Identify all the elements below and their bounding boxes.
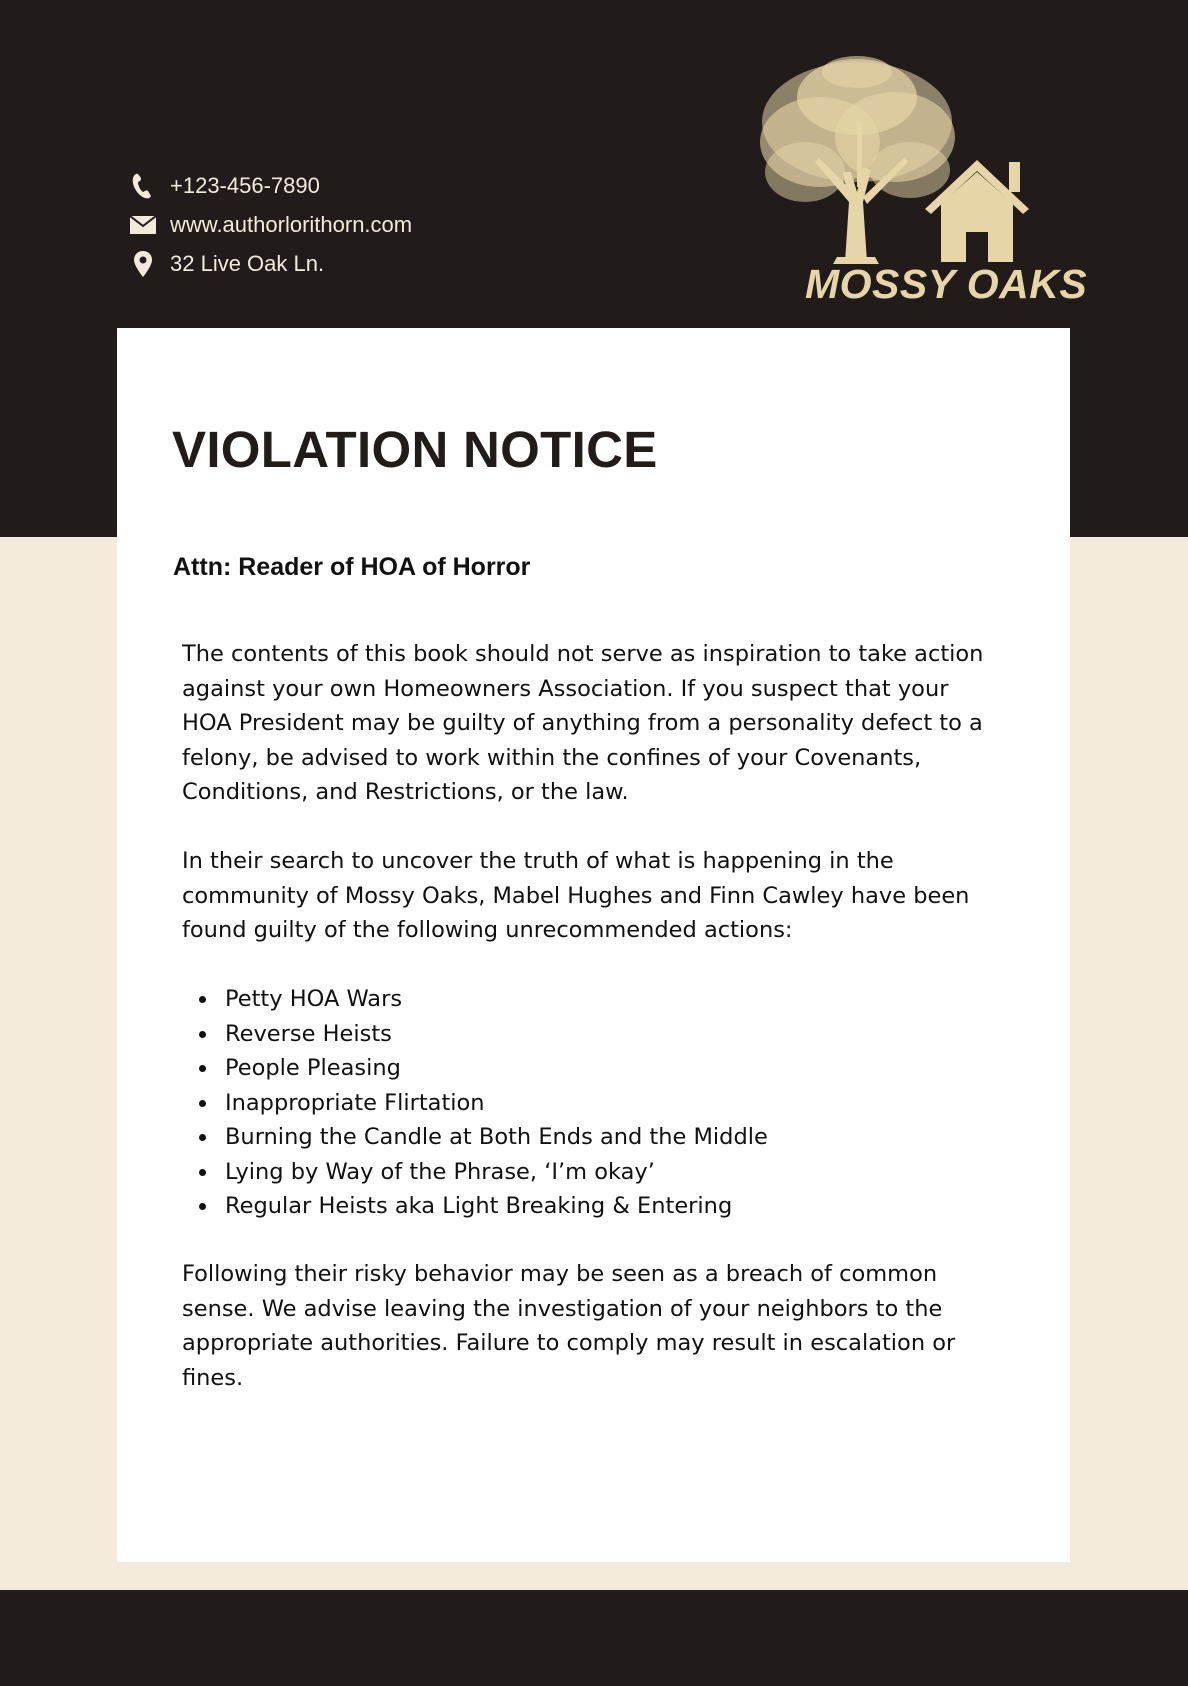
page-title: VIOLATION NOTICE (172, 421, 658, 478)
house-icon (745, 52, 1080, 267)
paragraph-findings: In their search to uncover the truth of what is happening in the community of Mossy Oaks, Mabel Hughes and Finn Cawley have been found guilty of the following unrecommended actions: (182, 848, 970, 943)
brand-logo (745, 52, 1088, 312)
contact-phone (130, 166, 412, 205)
footer-band (0, 1590, 1188, 1686)
attention-line: Attn: Reader of HOA of Horror (173, 553, 531, 581)
phone-icon (130, 173, 156, 199)
phone-number[interactable]: +123-456-7890 (170, 172, 320, 198)
violation-list (182, 982, 1002, 1224)
logo-wordmark: MOSSY OAKS (805, 261, 1088, 307)
list-item: Reverse Heists (182, 1017, 1002, 1052)
list-item: Lying by Way of the Phrase, ‘I’m okay’ (182, 1155, 1002, 1190)
paragraph-warning: Following their risky behavior may be seen as a breach of common sense. We advise leaving the investigation of your neighbors to the appropriate authorities. Failure to comply may result in escalation or fines. (182, 1261, 956, 1391)
contact-info (130, 166, 412, 283)
list-item: Inappropriate Flirtation (182, 1086, 1002, 1121)
paragraph-disclaimer: The contents of this book should not serve as inspiration to take action against your own Homeowners Association. If you suspect that your HOA President may be guilty of anything from a personality defect to a felony, be advised to work within the confines of your Covenants, Conditions, and Restrictions, or the law. (182, 641, 984, 805)
address-text: 32 Live Oak Ln. (170, 250, 325, 276)
mail-icon (130, 212, 156, 238)
contact-website (130, 205, 412, 244)
list-item: Regular Heists aka Light Breaking & Entering (182, 1189, 1002, 1224)
website-link[interactable]: www.authorlorithorn.com (170, 211, 413, 237)
list-item: Petty HOA Wars (182, 982, 1002, 1017)
location-pin-icon (130, 251, 156, 277)
list-item: People Pleasing (182, 1051, 1002, 1086)
contact-address (130, 244, 412, 283)
list-item: Burning the Candle at Both Ends and the Middle (182, 1120, 1002, 1155)
